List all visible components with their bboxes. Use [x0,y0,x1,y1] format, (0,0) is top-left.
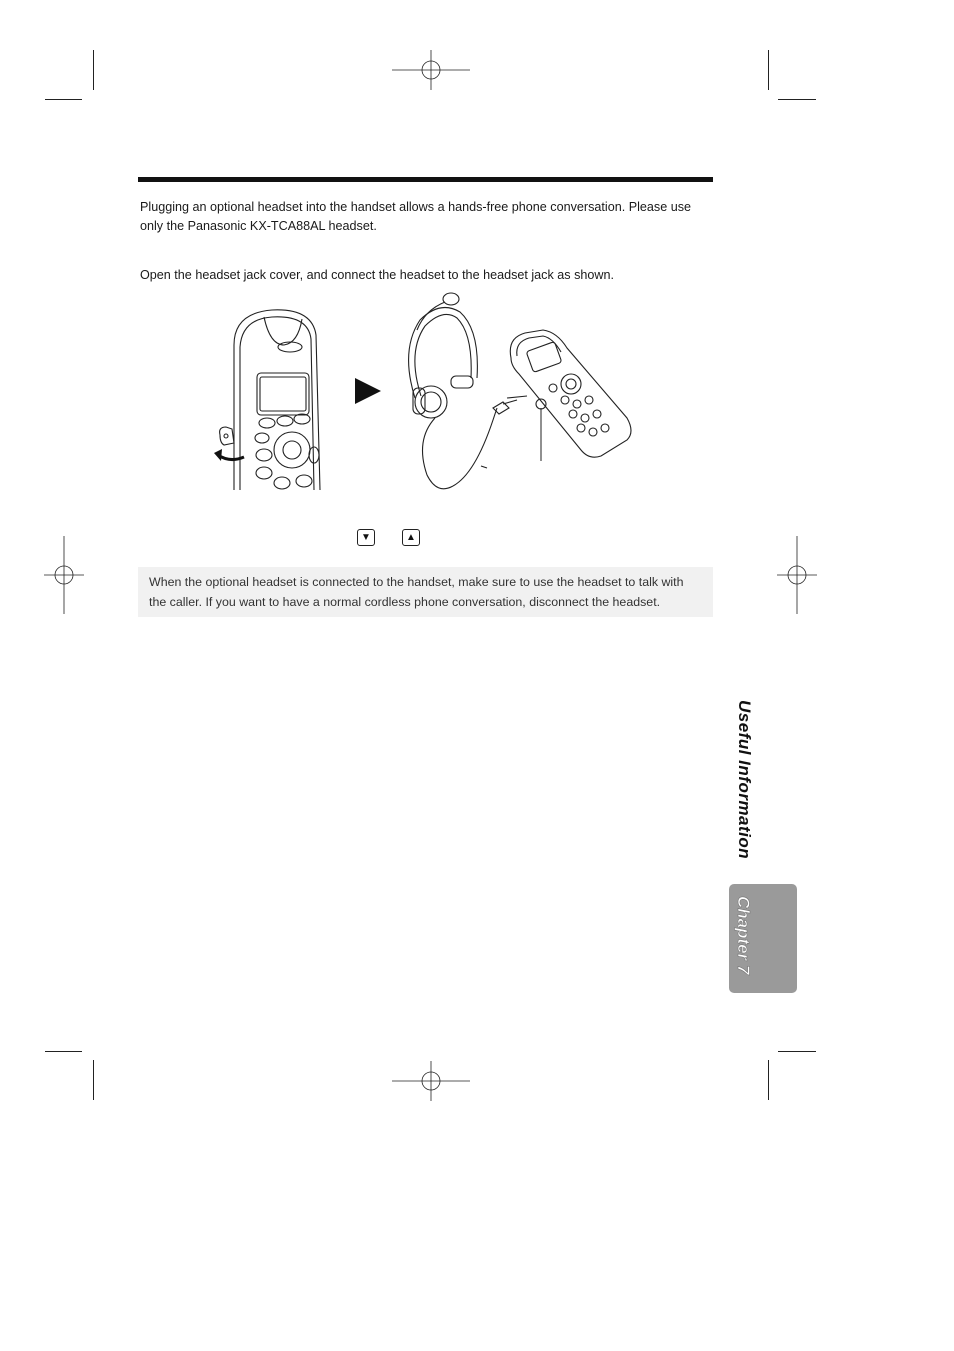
crop-mark-top-left-horizontal [45,99,82,100]
chapter-label: Chapter 7 [734,896,753,975]
up-arrow-key-icon: ▲ [402,529,420,546]
arrow-keys [357,529,427,547]
handset-jack-cover-illustration [212,305,327,493]
registration-mark-left [44,536,84,614]
crop-mark-bottom-right-vertical [768,1060,769,1100]
crop-mark-bottom-right-horizontal [778,1051,816,1052]
side-section-title [730,700,760,875]
registration-mark-right [777,536,817,614]
chapter-tab [729,884,797,993]
crop-mark-top-left-vertical [93,50,94,90]
crop-mark-top-right-vertical [768,50,769,90]
intro-line-1: Plugging an optional headset into the handset allows a hands-free phone conversation. Please use [140,200,692,214]
note-line-1: When the optional headset is connected to the handset, make sure to use the headset to talk with [149,575,684,589]
registration-mark-top [392,50,470,90]
note-text [149,572,709,612]
crop-mark-bottom-left-vertical [93,1060,94,1100]
intro-line-2: only the Panasonic KX-TCA88AL headset. [140,219,377,233]
section-title-text: Useful Information [735,700,754,860]
note-line-2: the caller. If you want to have a normal cordless phone conversation, disconnect the headset. [149,595,661,609]
note-box [138,567,713,617]
registration-mark-bottom [392,1061,470,1101]
play-arrow-icon [355,378,381,404]
crop-mark-top-right-horizontal [778,99,816,100]
crop-mark-bottom-left-horizontal [45,1051,82,1052]
section-heading-rule [138,177,713,182]
handset-with-headset-illustration [505,328,637,463]
down-arrow-key-icon: ▼ [357,529,375,546]
instruction-text: Open the headset jack cover, and connect the headset to the headset jack as shown. [140,268,614,282]
intro-paragraph [140,198,715,236]
